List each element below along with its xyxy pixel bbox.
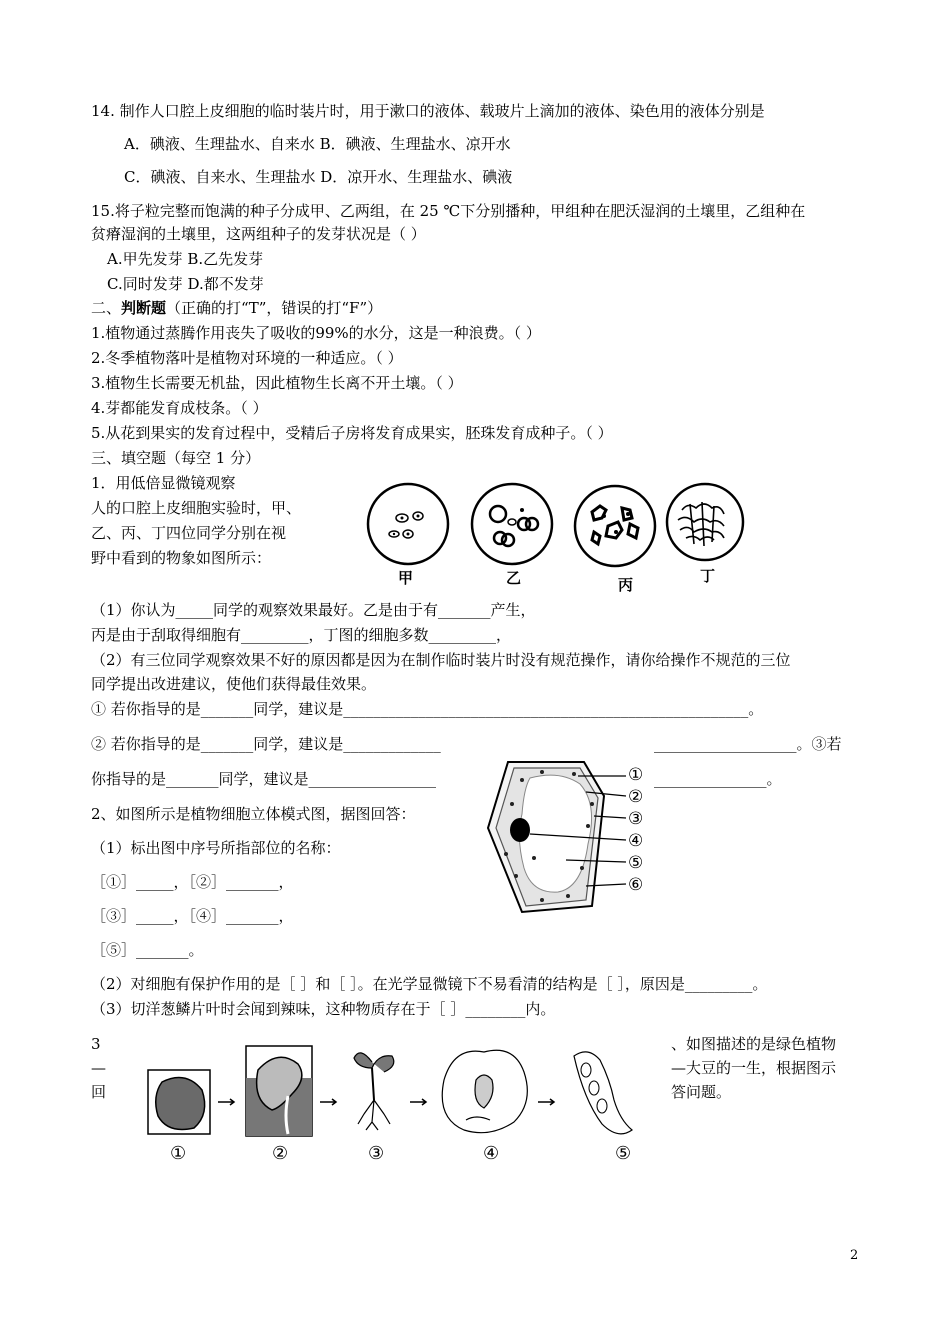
cell-label-5: ⑤ xyxy=(628,853,644,873)
q3-left-1: 3 xyxy=(91,1035,101,1053)
q1-part2-line-2: 同学提出改进建议，使他们获得最佳效果。 xyxy=(91,675,377,693)
stage-seed xyxy=(148,1070,210,1134)
cell-label-4: ④ xyxy=(628,831,644,851)
q1-suggestion-3-tail: _______________。 xyxy=(654,770,782,788)
cell-label-2: ② xyxy=(628,787,644,807)
q3-right-2: —大豆的一生，根据图示 xyxy=(671,1059,837,1077)
q1-intro-line-4: 野中看到的物象如图所示： xyxy=(91,549,272,567)
microscope-views-figure xyxy=(360,482,780,594)
q3-right-1: 、如图描述的是绿色植物 xyxy=(671,1035,837,1053)
q3-right-3: 答问题。 xyxy=(671,1083,732,1101)
judge-heading: 二、判断题（正确的打“T”，错误的打“F”） xyxy=(91,299,383,317)
stage-seedling xyxy=(354,1053,394,1130)
view-bing xyxy=(575,486,655,566)
view-label-yi: 乙 xyxy=(506,569,522,587)
cell-label-3: ③ xyxy=(628,809,644,829)
nucleus xyxy=(510,818,530,842)
q1-part2-line-1: （2）有三位同学观察效果不好的原因都是因为在制作临时装片时没有规范操作，请你给操作不规范的三位 xyxy=(91,651,791,669)
q1-part1-line-2: 丙是由于刮取得细胞有_________，丁图的细胞多数_________， xyxy=(91,626,512,644)
judge-item-2: 2.冬季植物落叶是植物对环境的一种适应。（ ） xyxy=(91,349,403,367)
stage-label-3: ③ xyxy=(368,1143,385,1164)
cell-label-1: ① xyxy=(628,765,644,785)
q2-part2: （2）对细胞有保护作用的是［ ］和［ ］。在光学显微镜下不易看清的结构是［ ］，原因是_________。 xyxy=(91,975,768,993)
q14-stem: 14. 制作人口腔上皮细胞的临时装片时，用于漱口的液体、载玻片上滴加的液体、染色用的液体分别是 xyxy=(91,102,765,120)
q1-intro-line-1: 1．用低倍显微镜观察 xyxy=(91,474,236,492)
judge-item-3: 3.植物生长需要无机盐，因此植物生长离不开土壤。（ ） xyxy=(91,374,463,392)
arrow-2 xyxy=(320,1099,336,1105)
q1-suggestion-3: 你指导的是_______同学，建议是_________________ xyxy=(91,770,437,788)
view-label-jia: 甲 xyxy=(398,569,414,587)
stage-label-4: ④ xyxy=(483,1143,500,1164)
stage-label-2: ② xyxy=(272,1143,289,1164)
q15-line-1: 15.将子粒完整而饱满的种子分成甲、乙两组，在 25 ℃下分别播种，甲组种在肥沃湿润的土壤里，乙组种在 xyxy=(91,202,806,220)
q15-line-2: 贫瘠湿润的土壤里，这两组种子的发芽状况是（ ） xyxy=(91,225,426,243)
stage-label-1: ① xyxy=(170,1143,187,1164)
q1-suggestion-1: ① 若你指导的是_______同学，建议是______________________________________________________。 xyxy=(91,700,764,718)
arrow-1 xyxy=(218,1099,234,1105)
stage-flower xyxy=(442,1050,527,1132)
fill-heading: 三、填空题（每空 1 分） xyxy=(91,449,261,467)
q1-suggestion-2: ② 若你指导的是_______同学，建议是_____________ xyxy=(91,735,441,753)
q3-left-3: 回 xyxy=(91,1083,107,1101)
q2-title: 2、如图所示是植物细胞立体模式图，据图回答： xyxy=(91,805,416,823)
q2-row-1: ［①］_____，［②］_______， xyxy=(91,873,294,891)
view-yi xyxy=(472,484,552,564)
q2-part1: （1）标出图中序号所指部位的名称： xyxy=(91,839,341,857)
stage-germination xyxy=(246,1046,312,1136)
page-number: 2 xyxy=(850,1248,859,1263)
q1-intro-line-2: 人的口腔上皮细胞实验时，甲、 xyxy=(91,499,302,517)
arrow-3 xyxy=(410,1099,426,1105)
q14-options-cd: C．碘液、自来水、生理盐水 D．凉开水、生理盐水、碘液 xyxy=(124,168,513,186)
q2-row-3: ［⑤］_______。 xyxy=(91,941,204,959)
stage-pod xyxy=(574,1052,632,1134)
judge-item-5: 5.从花到果实的发育过程中，受精后子房将发育成果实，胚珠发育成种子。（ ） xyxy=(91,424,613,442)
q2-row-2: ［③］_____，［④］_______， xyxy=(91,907,294,925)
stage-label-5: ⑤ xyxy=(615,1143,632,1164)
view-jia xyxy=(368,484,448,564)
judge-item-1: 1.植物通过蒸腾作用丧失了吸收的99%的水分，这是一种浪费。（ ） xyxy=(91,324,541,342)
view-label-ding: 丁 xyxy=(700,567,716,585)
q15-options-ab: A.甲先发芽 B.乙先发芽 xyxy=(107,250,264,268)
soybean-life-cycle-figure xyxy=(140,1040,660,1140)
arrow-4 xyxy=(538,1099,554,1105)
judge-item-4: 4.芽都能发育成枝条。（ ） xyxy=(91,399,268,417)
q1-part1-line-1: （1）你认为_____同学的观察效果最好。乙是由于有_______产生， xyxy=(91,601,536,619)
view-ding xyxy=(667,484,743,560)
q15-options-cd: C.同时发芽 D.都不发芽 xyxy=(107,275,264,293)
q1-intro-line-3: 乙、丙、丁四位同学分别在视 xyxy=(91,524,287,542)
q1-suggestion-2-tail: ___________________。③若 xyxy=(654,735,842,753)
cell-label-6: ⑥ xyxy=(628,875,644,895)
view-label-bing: 丙 xyxy=(618,576,634,594)
q14-options-ab: A．碘液、生理盐水、自来水 B．碘液、生理盐水、凉开水 xyxy=(124,135,511,153)
q2-part3: （3）切洋葱鳞片叶时会闻到辣味，这种物质存在于［ ］________内。 xyxy=(91,1000,556,1018)
q3-left-2: — xyxy=(91,1059,106,1077)
